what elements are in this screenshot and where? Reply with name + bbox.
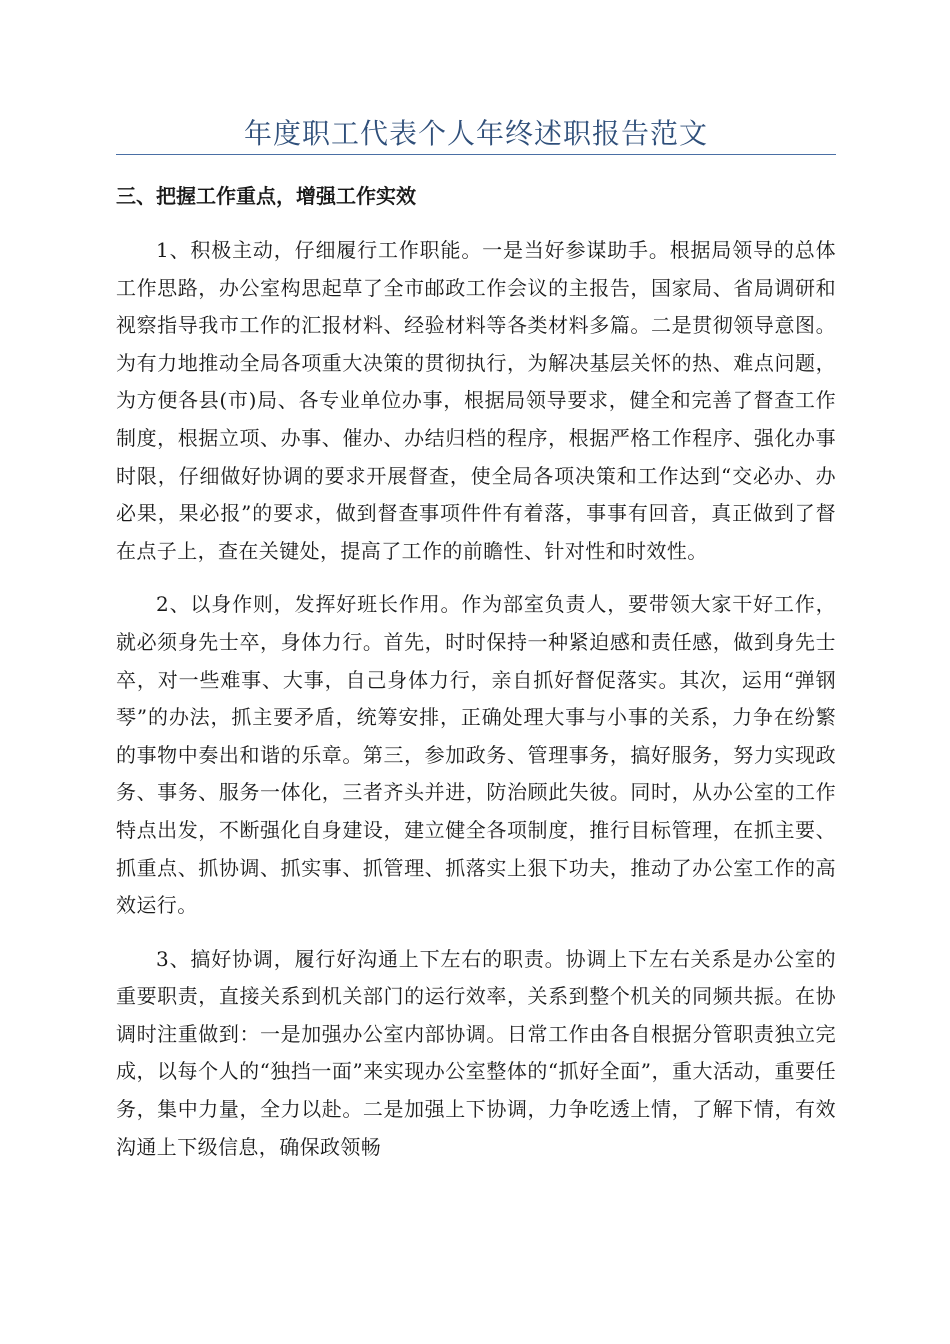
document-title: 年度职工代表个人年终述职报告范文: [243, 117, 708, 150]
paragraph-2: 2、以身作则，发挥好班长作用。作为部室负责人，要带领大家干好工作，就必须身先士卒，身体力行。首先，时时保持一种紧迫感和责任感，做到身先士卒，对一些难事、大事，自己身体力行，亲自抓好督促落实。其次，运用“弹钢琴”的办法，抓主要矛盾，统筹安排，正确处理大事与小事的关系，力争在纷繁的事物中奏出和谐的乐章。第三，参加政务、管理事务，搞好服务，努力实现政务、事务、服务一体化，三者齐头并进，防治顾此失彼。同时，从办公室的工作特点出发，不断强化自身建设，建立健全各项制度，推行目标管理，在抓主要、抓重点、抓协调、抓实事、抓管理、抓落实上狠下功夫，推动了办公室工作的高效运行。: [116, 592, 836, 918]
paragraph-3: 3、搞好协调，履行好沟通上下左右的职责。协调上下左右关系是办公室的重要职责，直接关系到机关部门的运行效率，关系到整个机关的同频共振。在协调时注重做到：一是加强办公室内部协调。日常工作由各自根据分管职责独立完成，以每个人的“独挡一面”来实现办公室整体的“抓好全面”，重大活动，重要任务，集中力量，全力以赴。二是加强上下协调，力争吃透上情，了解下情，有效沟通上下级信息，确保政领畅: [116, 946, 836, 1159]
document-body: [116, 232, 836, 1182]
section-heading: 三、把握工作重点，增强工作实效: [116, 184, 416, 208]
paragraph-1: 1、积极主动，仔细履行工作职能。一是当好参谋助手。根据局领导的总体工作思路，办公室构思起草了全市邮政工作会议的主报告，国家局、省局调研和视察指导我市工作的汇报材料、经验材料等各类材料多篇。二是贯彻领导意图。为有力地推动全局各项重大决策的贯彻执行，为解决基层关怀的热、难点问题，为方便各县(市)局、各专业单位办事，根据局领导要求，健全和完善了督查工作制度，根据立项、办事、催办、办结归档的程序，根据严格工作程序、强化办事时限，仔细做好协调的要求开展督查，使全局各项决策和工作达到“交必办、办必果，果必报”的要求，做到督查事项件件有着落，事事有回音，真正做到了督在点子上，查在关键处，提高了工作的前瞻性、针对性和时效性。: [116, 238, 836, 563]
title-underline: [116, 154, 836, 155]
